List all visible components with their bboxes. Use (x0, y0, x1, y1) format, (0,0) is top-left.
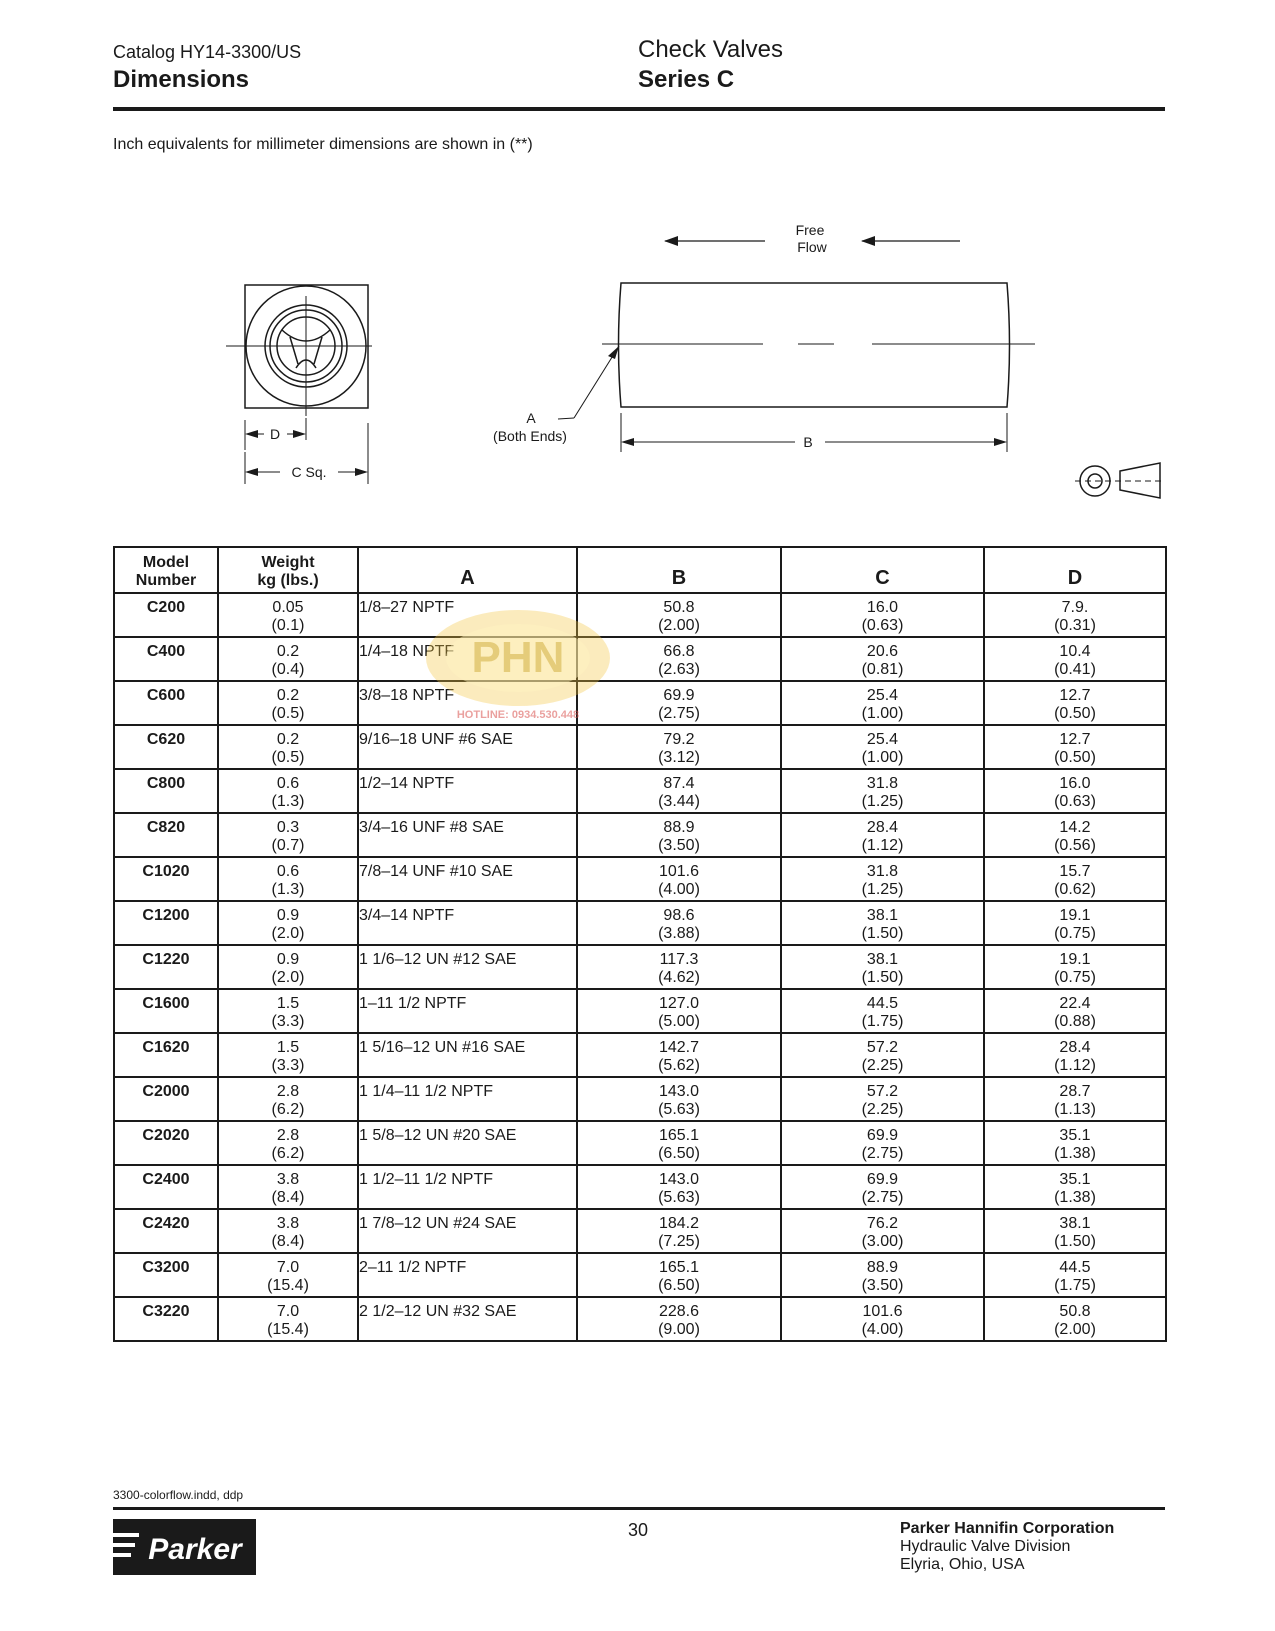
table-header-row (114, 547, 1166, 593)
table-row (114, 1209, 1166, 1253)
cell-a-thread: 7/8–14 UNF #10 SAE (358, 857, 577, 901)
cell-weight: 7.0 (15.4) (218, 1253, 358, 1297)
cell-c: 38.1 (1.50) (781, 901, 984, 945)
table-row (114, 813, 1166, 857)
cell-a-thread: 1/8–27 NPTF (358, 593, 577, 637)
cell-a-thread: 1–11 1/2 NPTF (358, 989, 577, 1033)
cell-d: 16.0 (0.63) (984, 769, 1166, 813)
cell-weight: 3.8 (8.4) (218, 1209, 358, 1253)
cell-c: 69.9 (2.75) (781, 1121, 984, 1165)
cell-b: 98.6 (3.88) (577, 901, 781, 945)
cell-b: 101.6 (4.00) (577, 857, 781, 901)
table-row (114, 725, 1166, 769)
cell-model: C400 (114, 637, 218, 681)
cell-a-thread: 1 1/2–11 1/2 NPTF (358, 1165, 577, 1209)
cell-model: C3200 (114, 1253, 218, 1297)
cell-b: 127.0 (5.00) (577, 989, 781, 1033)
cell-model: C2000 (114, 1077, 218, 1121)
cell-d: 38.1 (1.50) (984, 1209, 1166, 1253)
footer-rule (113, 1507, 1165, 1510)
table-row (114, 769, 1166, 813)
cell-model: C1020 (114, 857, 218, 901)
cell-c: 76.2 (3.00) (781, 1209, 984, 1253)
cell-weight: 0.2 (0.5) (218, 681, 358, 725)
cell-b: 165.1 (6.50) (577, 1253, 781, 1297)
table-row (114, 1297, 1166, 1341)
cell-b: 117.3 (4.62) (577, 945, 781, 989)
table-row (114, 1033, 1166, 1077)
cell-c: 31.8 (1.25) (781, 857, 984, 901)
cell-c: 20.6 (0.81) (781, 637, 984, 681)
cell-b: 79.2 (3.12) (577, 725, 781, 769)
cell-d: 15.7 (0.62) (984, 857, 1166, 901)
cell-weight: 0.6 (1.3) (218, 857, 358, 901)
cell-a-thread: 1 7/8–12 UN #24 SAE (358, 1209, 577, 1253)
cell-model: C620 (114, 725, 218, 769)
section-title: Dimensions (113, 66, 250, 93)
cell-d: 28.7 (1.13) (984, 1077, 1166, 1121)
cell-model: C820 (114, 813, 218, 857)
valve-drawing (0, 0, 1275, 520)
cell-weight: 0.6 (1.3) (218, 769, 358, 813)
cell-c: 25.4 (1.00) (781, 681, 984, 725)
cell-c: 101.6 (4.00) (781, 1297, 984, 1341)
cell-b: 228.6 (9.00) (577, 1297, 781, 1341)
product-title: Check Valves (638, 36, 783, 63)
cell-d: 44.5 (1.75) (984, 1253, 1166, 1297)
company-location: Elyria, Ohio, USA (900, 1556, 1025, 1573)
label-c: C Sq. (291, 464, 327, 480)
cell-model: C3220 (114, 1297, 218, 1341)
cell-a-thread: 1/4–18 NPTF (358, 637, 577, 681)
cell-a-thread: 1 5/8–12 UN #20 SAE (358, 1121, 577, 1165)
label-b: B (803, 434, 813, 450)
cell-d: 28.4 (1.12) (984, 1033, 1166, 1077)
svg-text:Parker: Parker (148, 1533, 242, 1566)
cell-model: C200 (114, 593, 218, 637)
cell-d: 35.1 (1.38) (984, 1121, 1166, 1165)
cell-d: 7.9. (0.31) (984, 593, 1166, 637)
cell-a-thread: 3/4–16 UNF #8 SAE (358, 813, 577, 857)
cell-model: C600 (114, 681, 218, 725)
cell-weight: 2.8 (6.2) (218, 1077, 358, 1121)
cell-weight: 1.5 (3.3) (218, 1033, 358, 1077)
cell-d: 12.7 (0.50) (984, 681, 1166, 725)
table-row (114, 857, 1166, 901)
cell-d: 50.8 (2.00) (984, 1297, 1166, 1341)
table-row (114, 901, 1166, 945)
cell-c: 16.0 (0.63) (781, 593, 984, 637)
header-c: C (781, 547, 984, 593)
cell-a-thread: 1 5/16–12 UN #16 SAE (358, 1033, 577, 1077)
table-row (114, 593, 1166, 637)
header-model: Model Number (114, 547, 218, 593)
parker-logo (113, 1519, 256, 1575)
division-name: Hydraulic Valve Division (900, 1538, 1071, 1555)
label-a: A (526, 410, 536, 426)
cell-model: C2400 (114, 1165, 218, 1209)
projection-symbol-icon (1075, 463, 1165, 498)
cell-weight: 3.8 (8.4) (218, 1165, 358, 1209)
cell-b: 87.4 (3.44) (577, 769, 781, 813)
cell-c: 38.1 (1.50) (781, 945, 984, 989)
cell-model: C2420 (114, 1209, 218, 1253)
header-a: A (358, 547, 577, 593)
cell-c: 25.4 (1.00) (781, 725, 984, 769)
header-b: B (577, 547, 781, 593)
cell-d: 10.4 (0.41) (984, 637, 1166, 681)
cell-weight: 0.3 (0.7) (218, 813, 358, 857)
label-d: D (269, 426, 281, 442)
cell-d: 12.7 (0.50) (984, 725, 1166, 769)
cell-weight: 0.05 (0.1) (218, 593, 358, 637)
cell-model: C1200 (114, 901, 218, 945)
table-row (114, 637, 1166, 681)
cell-b: 184.2 (7.25) (577, 1209, 781, 1253)
header-d: D (984, 547, 1166, 593)
flow-label-flow: Flow (797, 239, 827, 255)
end-view (226, 285, 372, 416)
cell-weight: 7.0 (15.4) (218, 1297, 358, 1341)
cell-d: 19.1 (0.75) (984, 901, 1166, 945)
cell-b: 66.8 (2.63) (577, 637, 781, 681)
cell-c: 44.5 (1.75) (781, 989, 984, 1033)
cell-a-thread: 1 1/4–11 1/2 NPTF (358, 1077, 577, 1121)
series-title: Series C (638, 66, 735, 93)
header-weight: Weight kg (lbs.) (218, 547, 358, 593)
cell-c: 28.4 (1.12) (781, 813, 984, 857)
cell-weight: 0.9 (2.0) (218, 945, 358, 989)
cell-weight: 0.2 (0.4) (218, 637, 358, 681)
catalog-number: Catalog HY14-3300/US (113, 42, 302, 62)
dimensions-table (113, 546, 1167, 1342)
cell-c: 31.8 (1.25) (781, 769, 984, 813)
cell-weight: 2.8 (6.2) (218, 1121, 358, 1165)
cell-b: 143.0 (5.63) (577, 1165, 781, 1209)
table-row (114, 1077, 1166, 1121)
cell-a-thread: 2 1/2–12 UN #32 SAE (358, 1297, 577, 1341)
cell-model: C1620 (114, 1033, 218, 1077)
page-number: 30 (628, 1520, 649, 1540)
table-body (114, 593, 1166, 1341)
side-view (602, 283, 1035, 407)
cell-c: 57.2 (2.25) (781, 1033, 984, 1077)
cell-a-thread: 3/8–18 NPTF (358, 681, 577, 725)
cell-c: 69.9 (2.75) (781, 1165, 984, 1209)
svg-text:PHN: PHN (471, 633, 565, 682)
cell-d: 19.1 (0.75) (984, 945, 1166, 989)
cell-a-thread: 1 1/6–12 UN #12 SAE (358, 945, 577, 989)
cell-weight: 0.9 (2.0) (218, 901, 358, 945)
cell-c: 57.2 (2.25) (781, 1077, 984, 1121)
cell-weight: 1.5 (3.3) (218, 989, 358, 1033)
label-a-sub: (Both Ends) (493, 428, 567, 444)
table-row (114, 989, 1166, 1033)
cell-b: 165.1 (6.50) (577, 1121, 781, 1165)
flow-label-free: Free (795, 222, 825, 238)
cell-a-thread: 9/16–18 UNF #6 SAE (358, 725, 577, 769)
svg-text:HOTLINE: 0934.530.448: HOTLINE: 0934.530.448 (456, 709, 580, 721)
cell-b: 50.8 (2.00) (577, 593, 781, 637)
cell-a-thread: 3/4–14 NPTF (358, 901, 577, 945)
cell-b: 143.0 (5.63) (577, 1077, 781, 1121)
cell-a-thread: 2–11 1/2 NPTF (358, 1253, 577, 1297)
cell-d: 35.1 (1.38) (984, 1165, 1166, 1209)
table-row (114, 1253, 1166, 1297)
cell-b: 69.9 (2.75) (577, 681, 781, 725)
cell-c: 88.9 (3.50) (781, 1253, 984, 1297)
units-note: Inch equivalents for millimeter dimensions are shown in (**) (113, 136, 533, 153)
cell-weight: 0.2 (0.5) (218, 725, 358, 769)
cell-b: 88.9 (3.50) (577, 813, 781, 857)
company-name: Parker Hannifin Corporation (900, 1520, 1115, 1537)
cell-b: 142.7 (5.62) (577, 1033, 781, 1077)
table-row (114, 1121, 1166, 1165)
cell-model: C2020 (114, 1121, 218, 1165)
cell-d: 22.4 (0.88) (984, 989, 1166, 1033)
cell-model: C800 (114, 769, 218, 813)
table-row (114, 945, 1166, 989)
cell-d: 14.2 (0.56) (984, 813, 1166, 857)
table-row (114, 681, 1166, 725)
table-row (114, 1165, 1166, 1209)
file-note: 3300-colorflow.indd, ddp (113, 1488, 244, 1502)
cell-a-thread: 1/2–14 NPTF (358, 769, 577, 813)
cell-model: C1220 (114, 945, 218, 989)
b-dimension (621, 413, 1007, 452)
cell-model: C1600 (114, 989, 218, 1033)
